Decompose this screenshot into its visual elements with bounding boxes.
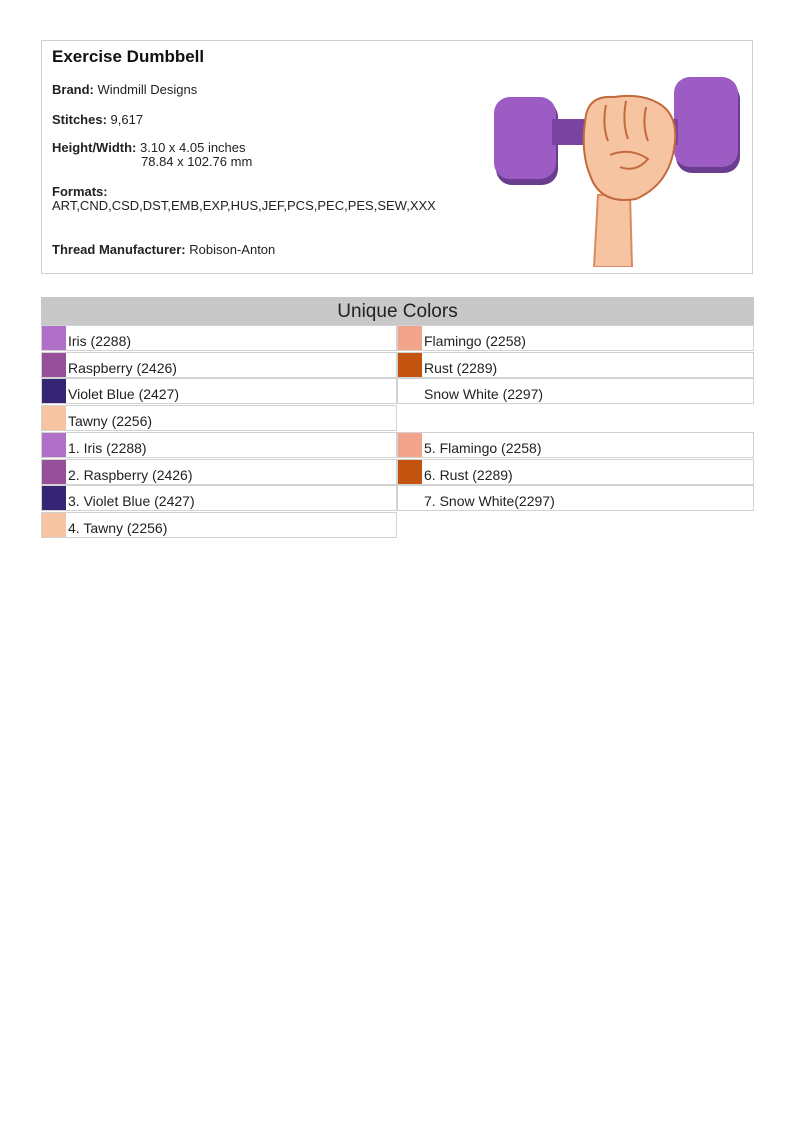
color-swatch	[42, 406, 66, 430]
height-width-label: Height/Width:	[52, 140, 137, 155]
color-label: Raspberry (2426)	[68, 359, 177, 376]
color-swatch	[42, 513, 66, 537]
color-row-left-8	[41, 512, 397, 538]
color-label: 7. Snow White(2297)	[424, 493, 555, 510]
color-row-right-1	[397, 325, 754, 351]
color-swatch	[398, 486, 422, 510]
color-row-left-6	[41, 459, 397, 485]
right-weight	[674, 77, 738, 167]
color-row-left-1	[41, 325, 397, 351]
color-label: 6. Rust (2289)	[424, 466, 513, 483]
brand-label: Brand:	[52, 82, 94, 97]
fist	[584, 96, 676, 200]
thread-field	[52, 243, 275, 257]
thread-label: Thread Manufacturer:	[52, 242, 186, 257]
color-label: 3. Violet Blue (2427)	[68, 493, 195, 510]
color-swatch	[42, 353, 66, 377]
color-row-left-5	[41, 432, 397, 458]
unique-colors-table	[41, 297, 754, 536]
formats-value: ART,CND,CSD,DST,EMB,EXP,HUS,JEF,PCS,PEC,PES,SEW,XXX	[52, 198, 436, 213]
arm	[594, 195, 632, 267]
color-swatch	[42, 486, 66, 510]
stitches-label: Stitches:	[52, 112, 107, 127]
color-swatch	[42, 460, 66, 484]
color-label: 2. Raspberry (2426)	[68, 466, 193, 483]
color-row-right-5	[397, 459, 754, 485]
color-label: Violet Blue (2427)	[68, 386, 180, 403]
color-row-left-7	[41, 485, 397, 511]
thread-value: Robison-Anton	[189, 242, 276, 257]
color-swatch	[398, 433, 422, 457]
unique-colors-header: Unique Colors	[41, 297, 754, 325]
color-label: 5. Flamingo (2258)	[424, 439, 542, 456]
height-width-inches: 3.10 x 4.05 inches	[140, 140, 246, 155]
design-info-card	[41, 40, 753, 274]
color-row-left-4	[41, 405, 397, 431]
color-row-right-3	[397, 378, 754, 404]
color-swatch	[398, 379, 422, 403]
left-weight	[494, 97, 556, 179]
color-row-right-4	[397, 432, 754, 458]
brand-value: Windmill Designs	[97, 82, 198, 97]
formats-label: Formats:	[52, 184, 108, 199]
formats-field	[52, 185, 482, 212]
color-swatch	[42, 433, 66, 457]
color-label: 1. Iris (2288)	[68, 439, 147, 456]
brand-field	[52, 83, 197, 97]
color-swatch	[398, 326, 422, 350]
color-label: 4. Tawny (2256)	[68, 519, 168, 536]
color-row-left-3	[41, 378, 397, 404]
color-label: Tawny (2256)	[68, 413, 153, 430]
color-swatch	[42, 326, 66, 350]
color-label: Snow White (2297)	[424, 386, 544, 403]
color-label: Rust (2289)	[424, 359, 498, 376]
height-width-mm: 78.84 x 102.76 mm	[141, 154, 253, 169]
dumbbell-artwork	[490, 55, 746, 267]
color-swatch	[398, 460, 422, 484]
height-width-field	[52, 141, 252, 169]
color-row-left-2	[41, 352, 397, 378]
color-label: Flamingo (2258)	[424, 333, 526, 349]
stitches-value: 9,617	[110, 112, 144, 127]
color-row-right-6	[397, 485, 754, 511]
color-swatch	[398, 353, 422, 377]
color-label: Iris (2288)	[68, 333, 132, 349]
color-swatch	[42, 379, 66, 403]
design-title: Exercise Dumbbell	[52, 47, 205, 66]
stitches-field	[52, 113, 143, 127]
color-row-right-2	[397, 352, 754, 378]
